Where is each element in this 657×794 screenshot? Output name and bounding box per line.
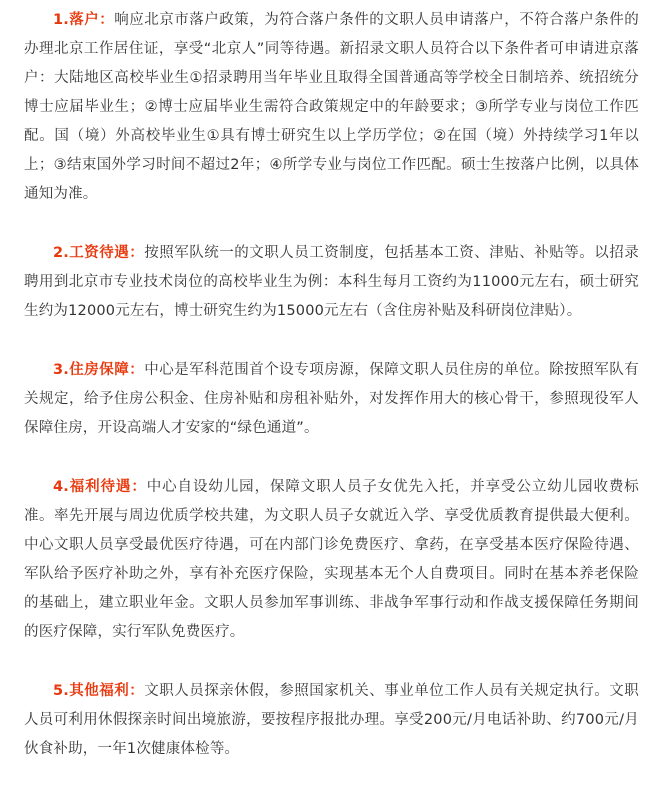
section-salary (24, 239, 639, 326)
section-housing (24, 356, 639, 443)
section-heading: 3.住房保障： (53, 362, 145, 378)
section-heading: 4.福利待遇： (53, 479, 147, 495)
section-text: 文职人员探亲休假，参照国家机关、事业单位工作人员有关规定执行。文职人员可利用休假探亲时间出境旅游，要按程序报批办理。享受200元/月电话补助、约700元/月伙食补助，一年1次健康体检等。 (24, 683, 639, 757)
section-welfare (24, 473, 639, 647)
section-text: 按照军队统一的文职人员工资制度，包括基本工资、津贴、补贴等。以招录聘用到北京市专业技术岗位的高校毕业生为例：本科生每月工资约为11000元左右，硕士研究生约为12000元左右，博士研究生约为15000元左右（含住房补贴及科研岗位津贴）。 (24, 245, 639, 319)
section-text: 响应北京市落户政策，为符合落户条件的文职人员申请落户，不符合落户条件的办理北京工作居住证，享受“北京人”同等待遇。新招录文职人员符合以下条件者可申请进京落户：大陆地区高校毕业生①招录聘用当年毕业且取得全国普通高等学校全日制培养、统招统分博士应届毕业生；②博士应届毕业生需符合政策规定中的年龄要求；③所学专业与岗位工作匹配。国（境）外高校毕业生①具有博士研究生以上学历学位；②在国（境）外持续学习1年以上；③结束国外学习时间不超过2年；④所学专业与岗位工作匹配。硕士生按落户比例，以具体通知为准。 (24, 12, 639, 202)
section-settlement (24, 6, 639, 209)
section-heading: 5.其他福利： (53, 683, 145, 699)
section-text: 中心是军科范围首个设专项房源，保障文职人员住房的单位。除按照军队有关规定，给予住房公积金、住房补贴和房租补贴外，对发挥作用大的核心骨干，参照现役军人保障住房，开设高端人才安家的“绿色通道”。 (24, 362, 639, 436)
section-text: 中心自设幼儿园，保障文职人员子女优先入托，并享受公立幼儿园收费标准。率先开展与周边优质学校共建，为文职人员子女就近入学、享受优质教育提供最大便利。中心文职人员享受最优医疗待遇，可在内部门诊免费医疗、拿药，在享受基本医疗保险待遇、军队给予医疗补助之外，享有补充医疗保险，实现基本无个人自费项目。同时在基本养老保险的基础上，建立职业年金。文职人员参加军事训练、非战争军事行动和作战支援保障任务期间的医疗保障，实行军队免费医疗。 (24, 479, 639, 640)
section-heading: 2.工资待遇： (53, 245, 145, 261)
section-heading: 1.落户： (53, 12, 115, 28)
section-other-benefits (24, 677, 639, 764)
